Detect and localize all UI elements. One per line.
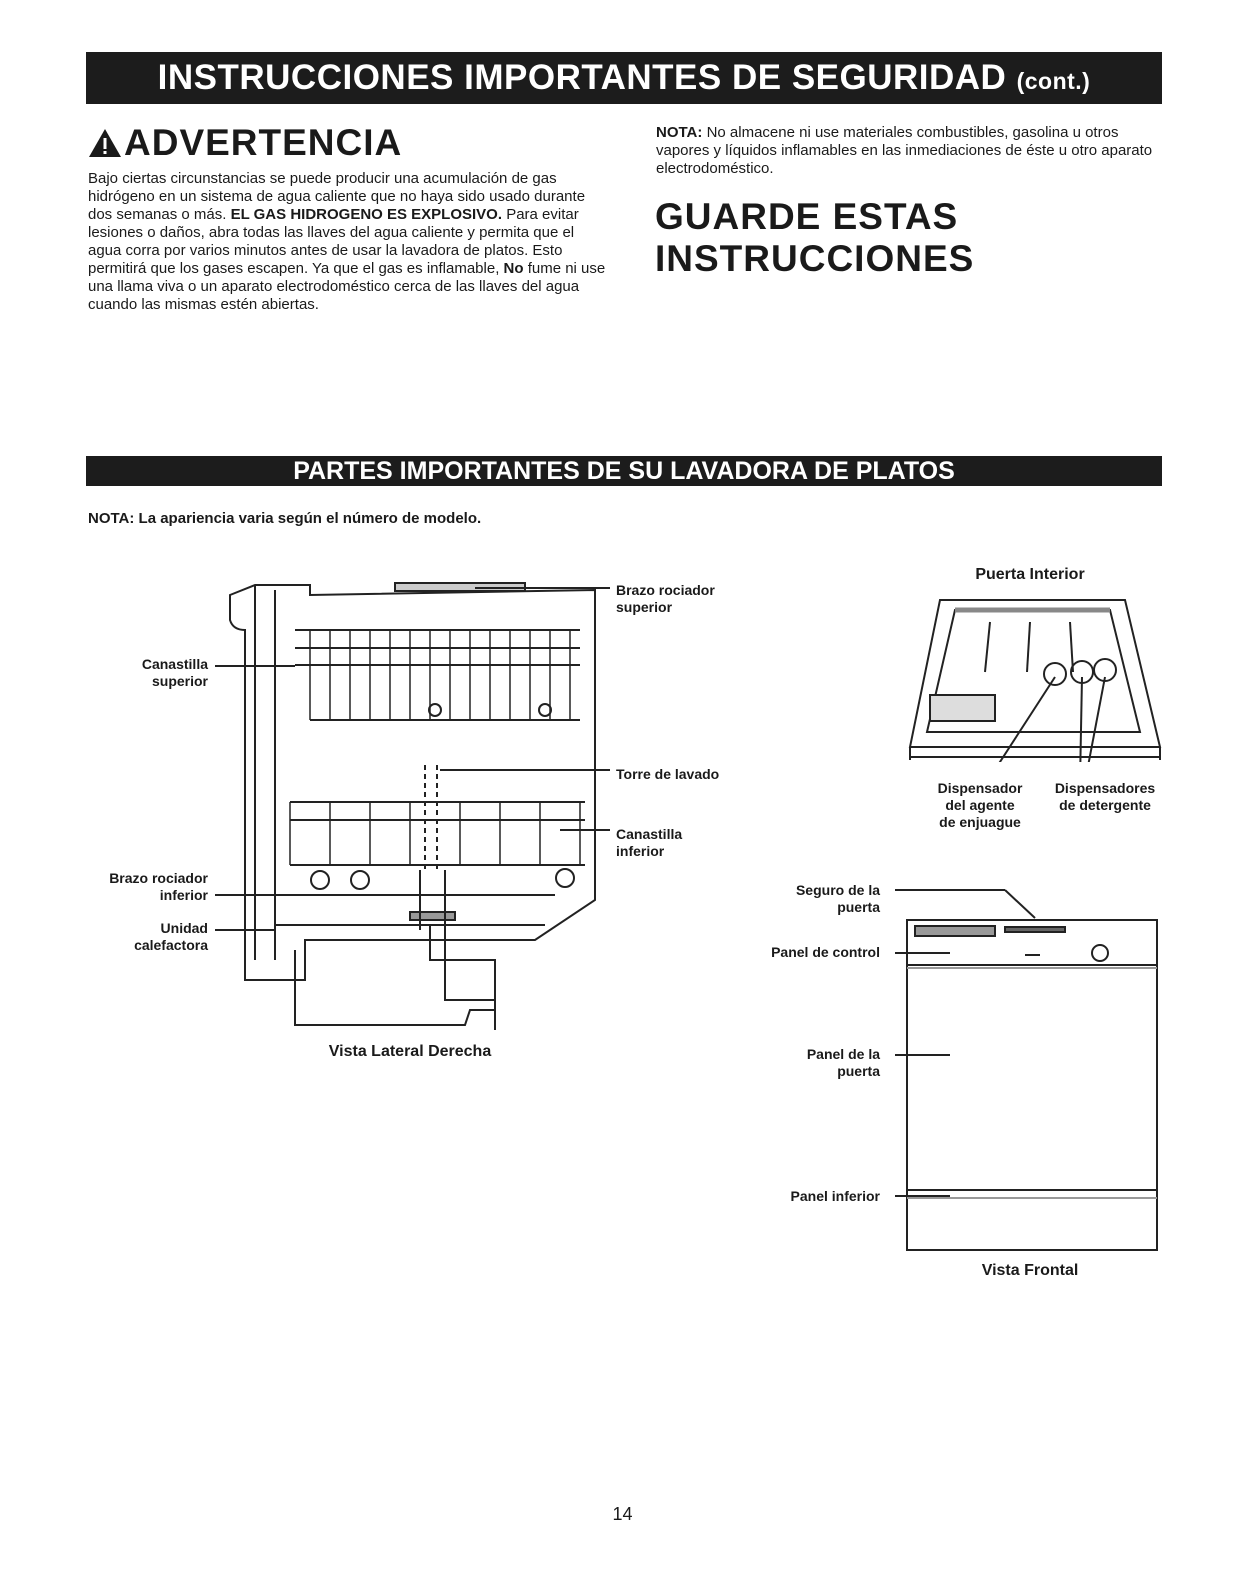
label-torre-lavado: Torre de lavado [616, 766, 720, 782]
label-dispensador-line-2: del agente [945, 797, 1015, 813]
side-view-diagram [215, 570, 615, 1040]
label-panel-puerta-line-1: Panel de la [806, 1046, 880, 1062]
note-label: NOTA: [656, 124, 703, 141]
save-instructions-line-1: GUARDE ESTAS [655, 196, 959, 237]
safety-header-suffix: (cont.) [1016, 68, 1091, 94]
front-view-diagram [895, 880, 1165, 1255]
warning-title-text: ADVERTENCIA [124, 122, 403, 163]
door-interior-diagram [905, 592, 1165, 762]
label-canastilla-inferior [616, 826, 682, 860]
label-unidad-calefactora [100, 920, 208, 954]
warning-text-1: Bajo ciertas circunstancias se puede producir una acumulación de gas hidrógeno en un sistema de agua caliente que no haya sido usado durante dos semanas o más. [88, 170, 586, 223]
label-panel-control: Panel de control [771, 944, 880, 960]
label-brazo-inferior-line-1: Brazo rociador [109, 870, 208, 886]
parts-banner-title: PARTES IMPORTANTES DE SU LAVADORA DE PLATOS [293, 457, 955, 485]
warning-bold-1: EL GAS HIDROGENO ES EXPLOSIVO. [230, 206, 503, 223]
caption-front-view: Vista Frontal [981, 1262, 1079, 1279]
label-seguro-line-2: puerta [837, 899, 880, 915]
label-brazo-inferior-line-2: inferior [159, 887, 208, 903]
warning-title [88, 122, 402, 164]
label-dispensadores-line-1: Dispensadores [1054, 780, 1156, 796]
label-brazo-superior [616, 582, 715, 616]
parts-banner [86, 456, 1162, 486]
label-canastilla-superior-line-2: superior [151, 673, 208, 689]
label-unidad-line-2: calefactora [134, 937, 208, 953]
label-panel-puerta-line-2: puerta [837, 1063, 880, 1079]
label-dispensador-line-3: de enjuague [939, 814, 1021, 830]
save-instructions-line-2: INSTRUCCIONES [655, 238, 975, 279]
save-instructions-heading [655, 196, 974, 280]
label-dispensadores-line-2: de detergente [1059, 797, 1151, 813]
note-combustibles [656, 124, 1166, 178]
label-dispensador-line-1: Dispensador [937, 780, 1023, 796]
label-canastilla-superior [110, 656, 208, 690]
warning-triangle-icon [88, 128, 122, 158]
note-model: NOTA: La apariencia varia según el número de modelo. [88, 510, 482, 527]
label-unidad-line-1: Unidad [160, 920, 208, 936]
caption-door-interior: Puerta Interior [975, 566, 1085, 583]
label-dispensadores-detergente [1040, 780, 1170, 814]
label-brazo-superior-line-1: Brazo rociador [616, 582, 715, 598]
label-canastilla-inferior-line-1: Canastilla [616, 826, 683, 842]
warning-body [88, 170, 608, 314]
page-number: 14 [612, 1504, 633, 1524]
warning-text-2: Para evitar lesiones o daños, abra todas las llaves del agua caliente y permita que el agua corra por varios minutos antes de usar la lavadora de platos. Esto permitirá que los gases escapen. Ya que el gas es inflamable, [88, 206, 579, 277]
label-brazo-superior-line-2: superior [616, 599, 673, 615]
caption-side-view: Vista Lateral Derecha [328, 1043, 492, 1060]
warning-text-3: fume ni use una llama viva o un aparato electrodoméstico cerca de las llaves del agua cuando las mismas estén abiertas. [88, 260, 606, 313]
label-panel-inferior: Panel inferior [790, 1188, 880, 1204]
label-canastilla-inferior-line-2: inferior [616, 843, 665, 859]
label-brazo-inferior [80, 870, 208, 904]
safety-header-title: INSTRUCCIONES IMPORTANTES DE SEGURIDAD [157, 58, 1007, 97]
label-seguro-puerta [760, 882, 880, 916]
safety-header-banner [86, 52, 1162, 104]
label-canastilla-superior-line-1: Canastilla [141, 656, 208, 672]
label-seguro-line-1: Seguro de la [795, 882, 880, 898]
label-panel-puerta [760, 1046, 880, 1080]
label-dispensador-enjuague [920, 780, 1040, 831]
note-text: No almacene ni use materiales combustibles, gasolina u otros vapores y líquidos inflamables en las inmediaciones de éste u otro aparato electrodoméstico. [656, 124, 1153, 177]
warning-bold-2: No [503, 260, 524, 277]
